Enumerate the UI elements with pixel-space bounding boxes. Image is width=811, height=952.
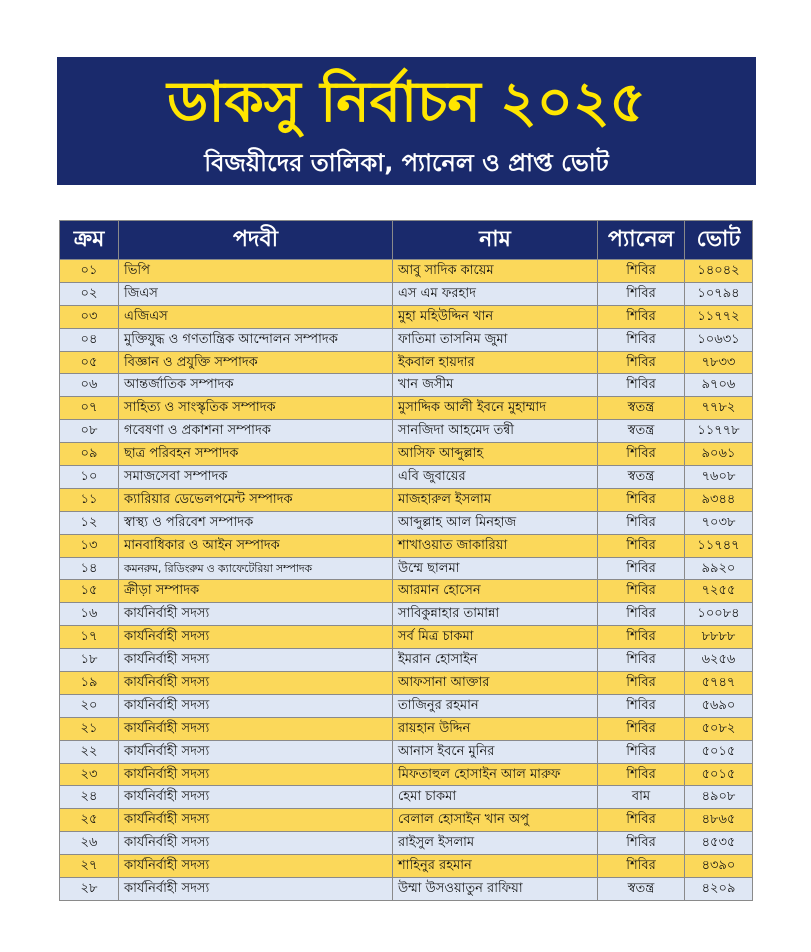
cell-serial: ২৭ [60, 855, 119, 878]
cell-serial: ০৩ [60, 305, 119, 328]
cell-panel: বাম [598, 786, 685, 809]
cell-name: শাখাওয়াত জাকারিয়া [393, 534, 598, 557]
cell-panel: শিবির [598, 282, 685, 305]
cell-votes: ১০৬৩১ [685, 328, 753, 351]
cell-post: কার্যনির্বাহী সদস্য [119, 717, 393, 740]
cell-serial: ০৪ [60, 328, 119, 351]
cell-panel: স্বতন্ত্র [598, 420, 685, 443]
cell-votes: ৮৮৮৮ [685, 626, 753, 649]
cell-votes: ১১৭৭৮ [685, 420, 753, 443]
cell-name: তাজিনুর রহমান [393, 694, 598, 717]
table-row [60, 260, 753, 283]
cell-post: কার্যনির্বাহী সদস্য [119, 832, 393, 855]
table-row [60, 855, 753, 878]
cell-post: কার্যনির্বাহী সদস্য [119, 763, 393, 786]
cell-name: বেলাল হোসাইন খান অপু [393, 809, 598, 832]
cell-name: ইমরান হোসাইন [393, 649, 598, 672]
cell-serial: ২০ [60, 694, 119, 717]
table-body [60, 260, 753, 901]
column-header-serial: ক্রম [60, 221, 119, 260]
cell-panel: শিবির [598, 534, 685, 557]
table-row [60, 466, 753, 489]
cell-name: আসিফ আব্দুল্লাহ [393, 443, 598, 466]
cell-serial: ১৩ [60, 534, 119, 557]
cell-votes: ৭৬০৮ [685, 466, 753, 489]
cell-serial: ২২ [60, 740, 119, 763]
cell-votes: ৪৮৬৫ [685, 809, 753, 832]
cell-panel: শিবির [598, 511, 685, 534]
cell-name: উম্মা উসওয়াতুন রাফিয়া [393, 878, 598, 901]
cell-panel: শিবির [598, 855, 685, 878]
table-row [60, 534, 753, 557]
cell-post: বিজ্ঞান ও প্রযুক্তি সম্পাদক [119, 351, 393, 374]
cell-votes: ৪৫৩৫ [685, 832, 753, 855]
cell-votes: ৭৮৩৩ [685, 351, 753, 374]
cell-serial: ১৪ [60, 557, 119, 580]
cell-name: আফসানা আক্তার [393, 672, 598, 695]
cell-post: ছাত্র পরিবহন সম্পাদক [119, 443, 393, 466]
cell-name: মাজহারুল ইসলাম [393, 488, 598, 511]
cell-panel: শিবির [598, 557, 685, 580]
cell-votes: ৫০১৫ [685, 740, 753, 763]
column-header-post: পদবী [119, 221, 393, 260]
cell-name: মুসাদ্দিক আলী ইবনে মুহাম্মাদ [393, 397, 598, 420]
table-row [60, 557, 753, 580]
cell-serial: ০৫ [60, 351, 119, 374]
cell-votes: ৫৬৯০ [685, 694, 753, 717]
table-row [60, 580, 753, 603]
table-row [60, 282, 753, 305]
cell-panel: শিবির [598, 717, 685, 740]
cell-post: মুক্তিযুদ্ধ ও গণতান্ত্রিক আন্দোলন সম্পাদক [119, 328, 393, 351]
column-header-votes: ভোট [685, 221, 753, 260]
cell-serial: ১৯ [60, 672, 119, 695]
cell-panel: শিবির [598, 763, 685, 786]
cell-panel: শিবির [598, 740, 685, 763]
cell-serial: ২৪ [60, 786, 119, 809]
cell-votes: ৫৭৪৭ [685, 672, 753, 695]
cell-serial: ২৩ [60, 763, 119, 786]
cell-panel: শিবির [598, 488, 685, 511]
cell-votes: ৬২৫৬ [685, 649, 753, 672]
cell-post: কার্যনির্বাহী সদস্য [119, 672, 393, 695]
table-row [60, 694, 753, 717]
cell-serial: ১৬ [60, 603, 119, 626]
results-table [59, 220, 753, 901]
page-title: ডাকসু নির্বাচন ২০২৫ [167, 70, 646, 135]
cell-name: এস এম ফরহাদ [393, 282, 598, 305]
cell-serial: ১০ [60, 466, 119, 489]
cell-serial: ১৭ [60, 626, 119, 649]
cell-post: কার্যনির্বাহী সদস্য [119, 626, 393, 649]
table-row [60, 626, 753, 649]
cell-name: এবি জুবায়ের [393, 466, 598, 489]
cell-votes: ৪৯০৮ [685, 786, 753, 809]
cell-post: সমাজসেবা সম্পাদক [119, 466, 393, 489]
cell-panel: শিবির [598, 351, 685, 374]
cell-name: রায়হান উদ্দিন [393, 717, 598, 740]
cell-post: এজিএস [119, 305, 393, 328]
table-row [60, 740, 753, 763]
cell-name: আনাস ইবনে মুনির [393, 740, 598, 763]
table-header-row [60, 221, 753, 260]
table-row [60, 809, 753, 832]
cell-votes: ৭৭৮২ [685, 397, 753, 420]
cell-panel: শিবির [598, 626, 685, 649]
cell-serial: ২৫ [60, 809, 119, 832]
cell-name: সাবিকুন্নাহার তামান্না [393, 603, 598, 626]
cell-name: মিফতাহুল হোসাইন আল মারুফ [393, 763, 598, 786]
cell-votes: ১০৭৯৪ [685, 282, 753, 305]
table-row [60, 511, 753, 534]
cell-panel: শিবির [598, 260, 685, 283]
cell-name: সানজিদা আহমেদ তন্বী [393, 420, 598, 443]
cell-name: সর্ব মিত্র চাকমা [393, 626, 598, 649]
title-banner [57, 57, 756, 185]
cell-panel: শিবির [598, 832, 685, 855]
cell-votes: ১০০৮৪ [685, 603, 753, 626]
cell-post: কার্যনির্বাহী সদস্য [119, 878, 393, 901]
table-row [60, 786, 753, 809]
cell-serial: ০৯ [60, 443, 119, 466]
table-row [60, 672, 753, 695]
cell-post: গবেষণা ও প্রকাশনা সম্পাদক [119, 420, 393, 443]
cell-panel: স্বতন্ত্র [598, 878, 685, 901]
cell-post: ক্রীড়া সম্পাদক [119, 580, 393, 603]
table-row [60, 878, 753, 901]
cell-serial: ০১ [60, 260, 119, 283]
cell-serial: ১৫ [60, 580, 119, 603]
table-row [60, 420, 753, 443]
table-row [60, 603, 753, 626]
cell-panel: শিবির [598, 603, 685, 626]
cell-votes: ১৪০৪২ [685, 260, 753, 283]
cell-votes: ৪২০৯ [685, 878, 753, 901]
cell-serial: ১২ [60, 511, 119, 534]
cell-serial: ২১ [60, 717, 119, 740]
cell-serial: ০২ [60, 282, 119, 305]
cell-votes: ৯৭০৬ [685, 374, 753, 397]
cell-name: আবু সাদিক কায়েম [393, 260, 598, 283]
cell-votes: ১১৭৭২ [685, 305, 753, 328]
cell-votes: ৯৩৪৪ [685, 488, 753, 511]
table-row [60, 832, 753, 855]
cell-panel: স্বতন্ত্র [598, 466, 685, 489]
cell-name: ইকবাল হায়দার [393, 351, 598, 374]
table-row [60, 351, 753, 374]
table-row [60, 649, 753, 672]
table-row [60, 763, 753, 786]
cell-post: স্বাস্থ্য ও পরিবেশ সম্পাদক [119, 511, 393, 534]
cell-votes: ৪৩৯০ [685, 855, 753, 878]
table-row [60, 374, 753, 397]
cell-post: মানবাধিকার ও আইন সম্পাদক [119, 534, 393, 557]
cell-name: হেমা চাকমা [393, 786, 598, 809]
cell-votes: ৯০৬১ [685, 443, 753, 466]
table-row [60, 717, 753, 740]
table-row [60, 443, 753, 466]
cell-post: ভিপি [119, 260, 393, 283]
cell-votes: ৭২৫৫ [685, 580, 753, 603]
table-row [60, 305, 753, 328]
cell-post: কার্যনির্বাহী সদস্য [119, 694, 393, 717]
page-subtitle: বিজয়ীদের তালিকা, প্যানেল ও প্রাপ্ত ভোট [204, 149, 609, 177]
cell-serial: ০৬ [60, 374, 119, 397]
cell-votes: ৫০৮২ [685, 717, 753, 740]
cell-post: জিএস [119, 282, 393, 305]
cell-panel: শিবির [598, 374, 685, 397]
table-row [60, 397, 753, 420]
column-header-panel: প্যানেল [598, 221, 685, 260]
cell-post: কার্যনির্বাহী সদস্য [119, 855, 393, 878]
cell-post: ক্যারিয়ার ডেভেলপমেন্ট সম্পাদক [119, 488, 393, 511]
cell-panel: শিবির [598, 649, 685, 672]
cell-post: আন্তর্জাতিক সম্পাদক [119, 374, 393, 397]
cell-name: মুহা মহিউদ্দিন খান [393, 305, 598, 328]
cell-serial: ১১ [60, 488, 119, 511]
cell-panel: শিবির [598, 580, 685, 603]
cell-name: ফাতিমা তাসনিম জুমা [393, 328, 598, 351]
cell-votes: ৭০৩৮ [685, 511, 753, 534]
cell-post: কার্যনির্বাহী সদস্য [119, 603, 393, 626]
cell-votes: ৯৯২০ [685, 557, 753, 580]
cell-post: কমনরুম, রিডিংরুম ও ক্যাফেটেরিয়া সম্পাদক [119, 557, 393, 580]
cell-post: সাহিত্য ও সাংস্কৃতিক সম্পাদক [119, 397, 393, 420]
cell-name: শাহিনুর রহমান [393, 855, 598, 878]
cell-panel: স্বতন্ত্র [598, 397, 685, 420]
cell-votes: ৫০১৫ [685, 763, 753, 786]
cell-panel: শিবির [598, 694, 685, 717]
cell-serial: ০৭ [60, 397, 119, 420]
table-row [60, 328, 753, 351]
cell-name: খান জসীম [393, 374, 598, 397]
cell-panel: শিবির [598, 672, 685, 695]
column-header-name: নাম [393, 221, 598, 260]
cell-name: উম্মে ছালমা [393, 557, 598, 580]
cell-panel: শিবির [598, 328, 685, 351]
cell-name: রাইসুল ইসলাম [393, 832, 598, 855]
cell-panel: শিবির [598, 443, 685, 466]
cell-serial: ০৮ [60, 420, 119, 443]
cell-panel: শিবির [598, 809, 685, 832]
cell-name: আরমান হোসেন [393, 580, 598, 603]
cell-post: কার্যনির্বাহী সদস্য [119, 740, 393, 763]
cell-name: আব্দুল্লাহ আল মিনহাজ [393, 511, 598, 534]
cell-serial: ২৬ [60, 832, 119, 855]
cell-panel: শিবির [598, 305, 685, 328]
cell-post: কার্যনির্বাহী সদস্য [119, 786, 393, 809]
table-row [60, 488, 753, 511]
cell-serial: ২৮ [60, 878, 119, 901]
cell-post: কার্যনির্বাহী সদস্য [119, 809, 393, 832]
cell-post: কার্যনির্বাহী সদস্য [119, 649, 393, 672]
cell-serial: ১৮ [60, 649, 119, 672]
cell-votes: ১১৭৪৭ [685, 534, 753, 557]
